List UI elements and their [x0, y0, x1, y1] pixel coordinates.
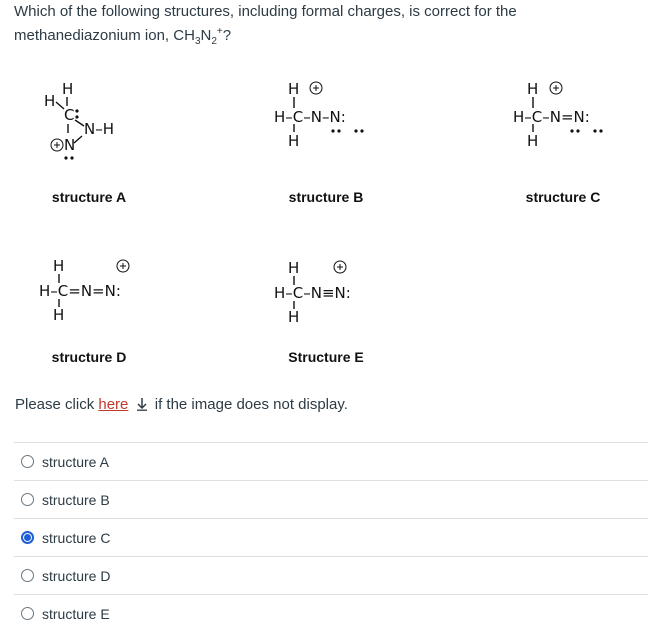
- image-fallback-hint: [15, 396, 348, 413]
- svg-text:H: H: [527, 132, 539, 150]
- question-mark: ?: [222, 27, 232, 44]
- radio-button[interactable]: [21, 455, 34, 468]
- svg-text:H–C–N–N:: H–C–N–N:: [274, 108, 346, 126]
- subscript-2: 2: [211, 36, 217, 47]
- svg-text:H: H: [527, 80, 539, 98]
- svg-text:C: C: [64, 106, 75, 124]
- option-label: structure C: [42, 529, 111, 546]
- structure-c-caption: structure C: [525, 189, 601, 205]
- svg-text:H–C–N≡N:: H–C–N≡N:: [274, 284, 351, 302]
- subscript-3: 3: [194, 36, 201, 47]
- structure-a-caption: structure A: [51, 189, 127, 205]
- download-arrow-icon[interactable]: [135, 397, 149, 411]
- formula-n: N: [200, 27, 212, 44]
- svg-text:H: H: [53, 306, 65, 324]
- radio-button[interactable]: [21, 569, 34, 582]
- svg-text:H: H: [53, 257, 65, 275]
- svg-text:H: H: [288, 80, 300, 98]
- download-link[interactable]: here: [98, 396, 129, 413]
- svg-text:H: H: [62, 80, 74, 98]
- radio-button[interactable]: [21, 607, 34, 620]
- question-text-main: Which of the following structures, including formal charges, is correct for the methanediazonium ion, CH: [14, 3, 517, 44]
- option-structure-c[interactable]: [14, 518, 648, 556]
- structure-e-drawing: [274, 259, 351, 326]
- svg-text:H–C=N=N:: H–C=N=N:: [39, 282, 121, 300]
- svg-text:H: H: [44, 92, 56, 110]
- structure-d-caption: structure D: [51, 349, 127, 365]
- option-structure-e[interactable]: [14, 594, 648, 632]
- option-structure-d[interactable]: [14, 556, 648, 594]
- svg-text:H: H: [288, 308, 300, 326]
- structure-b-drawing: [274, 80, 364, 150]
- answer-options: [14, 442, 648, 632]
- hint-text-before: Please click: [15, 396, 99, 413]
- radio-button-selected[interactable]: [21, 531, 34, 544]
- structure-d-drawing: [39, 257, 129, 324]
- structure-c-drawing: [513, 80, 603, 150]
- svg-text:N–H: N–H: [84, 120, 114, 138]
- option-structure-a[interactable]: [14, 442, 648, 480]
- option-label: structure E: [42, 605, 110, 622]
- svg-text:H–C–N=N:: H–C–N=N:: [513, 108, 590, 126]
- structure-e-caption: Structure E: [288, 349, 364, 365]
- svg-text:H: H: [288, 259, 300, 277]
- option-structure-b[interactable]: [14, 480, 648, 518]
- radio-button[interactable]: [21, 493, 34, 506]
- superscript-plus: +: [216, 26, 223, 37]
- structure-a-drawing: [44, 80, 114, 160]
- hint-text-after: if the image does not display.: [150, 396, 348, 413]
- option-label: structure B: [42, 491, 110, 508]
- svg-text:N: N: [64, 136, 76, 154]
- option-label: structure A: [42, 453, 109, 470]
- svg-text:H: H: [288, 132, 300, 150]
- option-label: structure D: [42, 567, 111, 584]
- structure-b-caption: structure B: [288, 189, 364, 205]
